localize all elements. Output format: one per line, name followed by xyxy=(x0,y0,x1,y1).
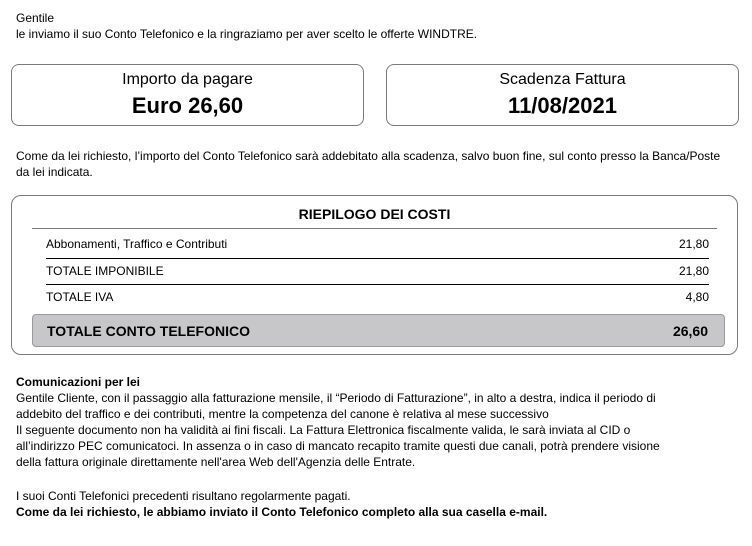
summary-row-label: TOTALE IMPONIBILE xyxy=(46,264,164,278)
row-divider xyxy=(46,258,709,259)
due-date-label: Scadenza Fattura xyxy=(499,71,626,88)
summary-row-label: TOTALE IVA xyxy=(46,290,114,304)
email-sent-notice: Come da lei richiesto, le abbiamo inviato il Conto Telefonico completo alla sua casella e-mail. xyxy=(16,505,548,519)
payment-notice: Come da lei richiesto, l’importo del Conto Telefonico sarà addebitato alla scadenza, salvo buon fine, sul conto presso la Banca/Poste da lei indicata. xyxy=(16,149,721,179)
greeting-message: le inviamo il suo Conto Telefonico e la ringraziamo per aver scelto le offerte WINDTRE. xyxy=(16,27,478,41)
amount-due-box xyxy=(11,64,364,126)
communications-section xyxy=(16,374,740,470)
total-bill-label: TOTALE CONTO TELEFONICO xyxy=(47,322,250,339)
communications-text: della fattura originale direttamente nell'area Web dell'Agenzia delle Entrate. xyxy=(16,455,416,469)
communications-text: addebito del traffico e dei contributi, mentre la competenza del canone è relativa al mese successivo xyxy=(16,407,549,421)
summary-row-label: Abbonamenti, Traffico e Contributi xyxy=(46,237,228,251)
amount-due-value: Euro 26,60 xyxy=(131,93,244,118)
communications-heading: Comunicazioni per lei xyxy=(16,375,141,389)
due-date-value: 11/08/2021 xyxy=(508,93,617,118)
total-bill-bar xyxy=(32,314,725,347)
row-divider xyxy=(46,284,709,285)
paid-bills-notice: I suoi Conti Telefonici precedenti risultano regolarmente pagati. xyxy=(16,489,351,503)
due-date-box xyxy=(386,64,739,126)
summary-row-value: 4,80 xyxy=(685,290,709,304)
summary-row xyxy=(46,286,709,308)
summary-row xyxy=(46,260,709,282)
total-bill-value: 26,60 xyxy=(672,322,708,339)
footer-notices xyxy=(16,488,740,520)
amount-due-label: Importo da pagare xyxy=(122,71,253,88)
communications-text: all’indirizzo PEC comunicatoci. In assenza o in caso di mancato recapito tramite questi due canali, potrà prendere visione xyxy=(16,439,660,453)
cost-summary-title: RIEPILOGO DEI COSTI xyxy=(298,206,451,222)
communications-text: Gentile Cliente, con il passaggio alla fatturazione mensile, il “Periodo di Fatturazione”, in alto a destra, indica il periodo di xyxy=(16,391,656,405)
cost-summary-panel xyxy=(11,195,738,355)
greeting xyxy=(16,10,477,42)
title-divider xyxy=(32,228,717,229)
greeting-salutation: Gentile xyxy=(16,11,55,25)
summary-row-value: 21,80 xyxy=(678,237,709,251)
summary-row xyxy=(46,233,709,255)
summary-row-value: 21,80 xyxy=(678,264,709,278)
communications-text: Il seguente documento non ha validità ai fini fiscali. La Fattura Elettronica fiscalmente valida, le sarà inviata al CID o xyxy=(16,423,631,437)
